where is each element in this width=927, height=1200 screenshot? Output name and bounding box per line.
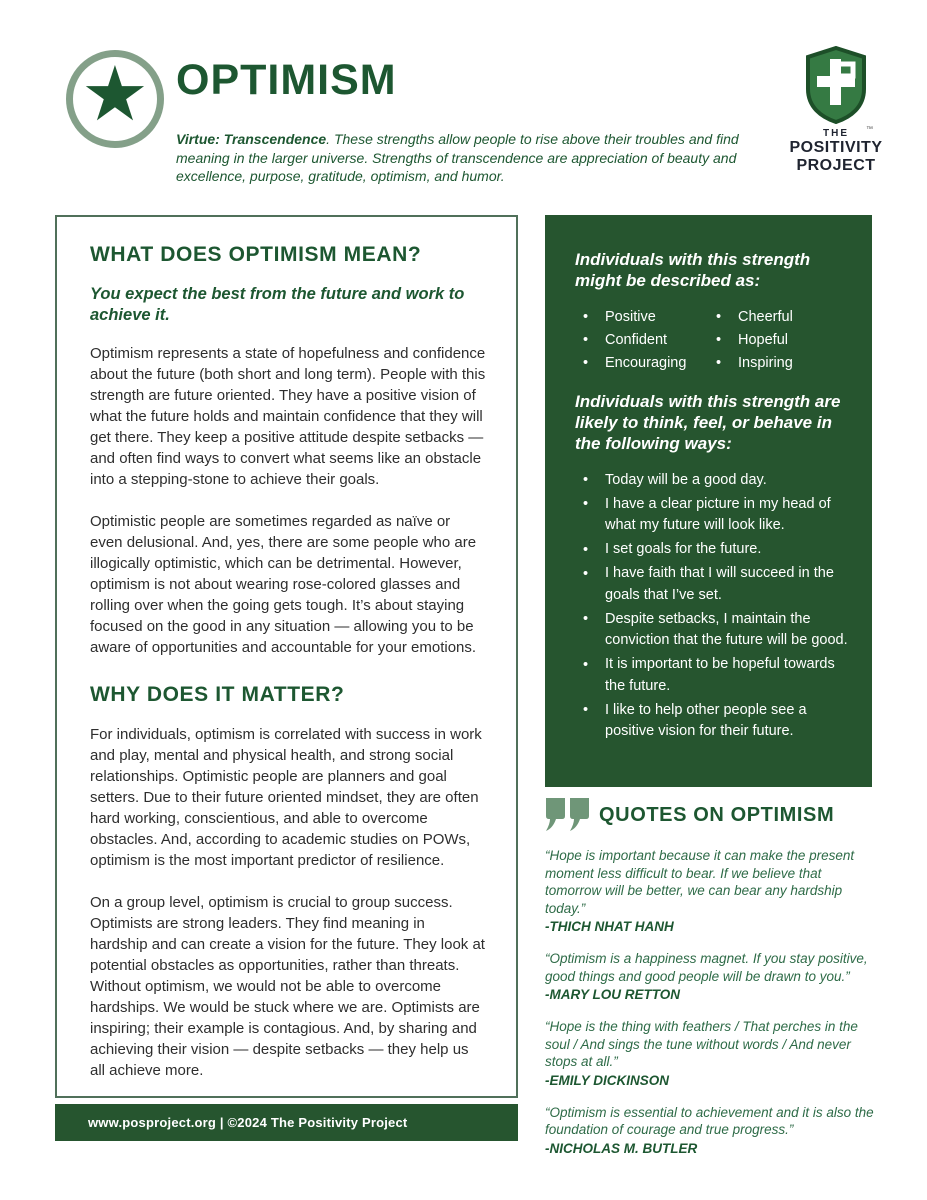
footer-bar: [55, 1104, 518, 1141]
logo-text-project: PROJECT: [796, 157, 876, 174]
bullet-icon: •: [583, 565, 589, 582]
quotes-heading: QUOTES ON OPTIMISM: [599, 803, 835, 826]
list-item: [583, 654, 850, 698]
strength-tagline: You expect the best from the future and work to achieve it.: [90, 285, 465, 324]
described-as-column-1: [583, 306, 716, 375]
described-term: Cheerful: [738, 308, 793, 325]
list-item: [583, 329, 716, 351]
described-term: Hopeful: [738, 331, 788, 348]
bullet-icon: •: [716, 355, 722, 371]
behave-statement: Despite setbacks, I maintain the conviction that the future will be good.: [605, 610, 848, 648]
star-badge: [66, 50, 164, 148]
shield-icon: [804, 46, 868, 124]
described-term: Encouraging: [605, 354, 687, 371]
bullet-icon: •: [583, 355, 589, 371]
list-item: [716, 306, 850, 328]
behave-statement: It is important to be hopeful towards the future.: [605, 656, 835, 694]
bullet-icon: •: [583, 702, 589, 718]
quote-author: -NICHOLAS M. BUTLER: [545, 1140, 698, 1156]
list-item: [583, 699, 850, 743]
list-item: [583, 563, 850, 607]
star-icon: ★: [80, 49, 150, 138]
quote-text: “Optimism is essential to achievement and it is also the foundation of courage and true progress.”: [545, 1104, 874, 1137]
why-paragraph-1: For individuals, optimism is correlated with success in work and play, mental and physical health, and strong social relationships. Optimistic people are planners and goal setters. Due to their future oriented mindset, they are often hard working, conscientious, and able to overcome obstacles. And, according to academic studies on POWs, optimism is the most important predictor of resilience.: [90, 726, 482, 869]
bullet-icon: •: [583, 496, 589, 512]
behave-statement: I have a clear picture in my head of what my future will look like.: [605, 495, 831, 533]
bullet-icon: •: [583, 332, 589, 348]
quote-author: -THICH NHAT HANH: [545, 919, 674, 934]
described-as-column-2: [716, 306, 850, 375]
trademark-symbol: ™: [866, 126, 873, 133]
quote-author: -MARY LOU RETTON: [545, 987, 681, 1002]
behave-statement: I like to help other people see a positive vision for their future.: [605, 701, 807, 739]
bullet-icon: •: [583, 541, 589, 558]
behave-heading: Individuals with this strength are likely to think, feel, or behave in the following ways:: [575, 392, 841, 453]
behave-statement: I have faith that I will succeed in the goals that I’ve set.: [605, 565, 834, 603]
positivity-project-logo: [781, 46, 891, 175]
described-term: Inspiring: [738, 354, 793, 371]
bullet-icon: •: [583, 656, 589, 673]
bullet-icon: •: [716, 309, 722, 325]
behave-statement: I set goals for the future.: [605, 541, 762, 557]
logo-text-the: THE: [823, 128, 849, 139]
logo-text-positivity: POSITIVITY: [789, 139, 883, 156]
described-as-heading: Individuals with this strength might be described as:: [575, 250, 811, 290]
footer-text: www.posproject.org | ©2024 The Positivity Project: [88, 1115, 408, 1130]
described-term: Confident: [605, 331, 668, 348]
bullet-icon: •: [583, 611, 589, 627]
behave-statement: Today will be a good day.: [605, 471, 767, 488]
list-item: [583, 608, 850, 652]
list-item: [583, 352, 716, 374]
list-item: [583, 493, 850, 537]
strength-panel: [545, 215, 872, 787]
what-paragraph-1: Optimism represents a state of hopefulness and confidence about the future (both short and long term). People with this strength are future oriented. They have a positive vision of what the future holds and maintain confidence that they will get there. They keep a positive attitude despite setbacks — and often find ways to convert what seems like an obstacle into a stepping-stone to achieve their goals.: [90, 345, 486, 488]
described-term: Positive: [605, 308, 656, 325]
page-title: OPTIMISM: [176, 56, 397, 104]
quote-author: -EMILY DICKINSON: [545, 1072, 670, 1088]
behave-list: [575, 469, 850, 743]
quote-block: [545, 1104, 877, 1158]
quote-text: “Hope is important because it can make the present moment less difficult to bear. If we believe that tomorrow will be better, we can bear any hardship today.”: [545, 848, 855, 916]
list-item: [583, 539, 850, 561]
list-item: [583, 306, 716, 328]
list-item: [716, 352, 850, 374]
bullet-icon: •: [716, 332, 722, 348]
quote-block: [545, 950, 877, 1004]
bullet-icon: •: [583, 309, 589, 325]
quotes-header: [545, 797, 877, 833]
bullet-icon: •: [583, 472, 589, 488]
virtue-label: Virtue: Transcendence: [176, 131, 327, 147]
list-item: [716, 329, 850, 351]
virtue-text: . These strengths allow people to rise above their troubles and find meaning in the larger universe. Strengths of transcendence are appreciation of beauty and excellence, purpose, gratitude, optimism, and humor.: [176, 131, 739, 184]
double-quote-icon: [545, 797, 591, 833]
why-paragraph-2: On a group level, optimism is crucial to group success. Optimists are strong leaders. They find meaning in hardship and can create a vision for the future. They look at potential obstacles as opportunities, rather than threats. Without optimism, we would not be able to overcome hardships. We would be stuck where we are. Optimists are inspiring; their example is contagious. And, by sharing and achieving their vision — despite setbacks — they help us all achieve more.: [90, 894, 485, 1079]
what-heading: WHAT DOES OPTIMISM MEAN?: [90, 243, 422, 266]
described-as-list: [575, 306, 850, 375]
quote-block: [545, 1018, 877, 1090]
quote-text: “Hope is the thing with feathers / That perches in the soul / And sings the tune without words / And never stops at all.”: [545, 1019, 858, 1069]
list-item: [583, 469, 850, 491]
main-article-box: [55, 215, 518, 1098]
quotes-section: [545, 797, 877, 1172]
quote-text: “Optimism is a happiness magnet. If you stay positive, good things and good people will be drawn to you.”: [545, 951, 868, 984]
quote-block: [545, 847, 877, 936]
virtue-description: [176, 130, 761, 186]
why-heading: WHY DOES IT MATTER?: [90, 683, 345, 706]
what-paragraph-2: Optimistic people are sometimes regarded as naïve or even delusional. And, yes, there are some people who are illogically optimistic, which can be detrimental. However, optimism is not about wearing rose-colored glasses and rolling over when the going gets tough. It’s about staying focused on the good in any situation — allowing you to be aware of opportunities and accountable for your emotions.: [90, 513, 477, 656]
